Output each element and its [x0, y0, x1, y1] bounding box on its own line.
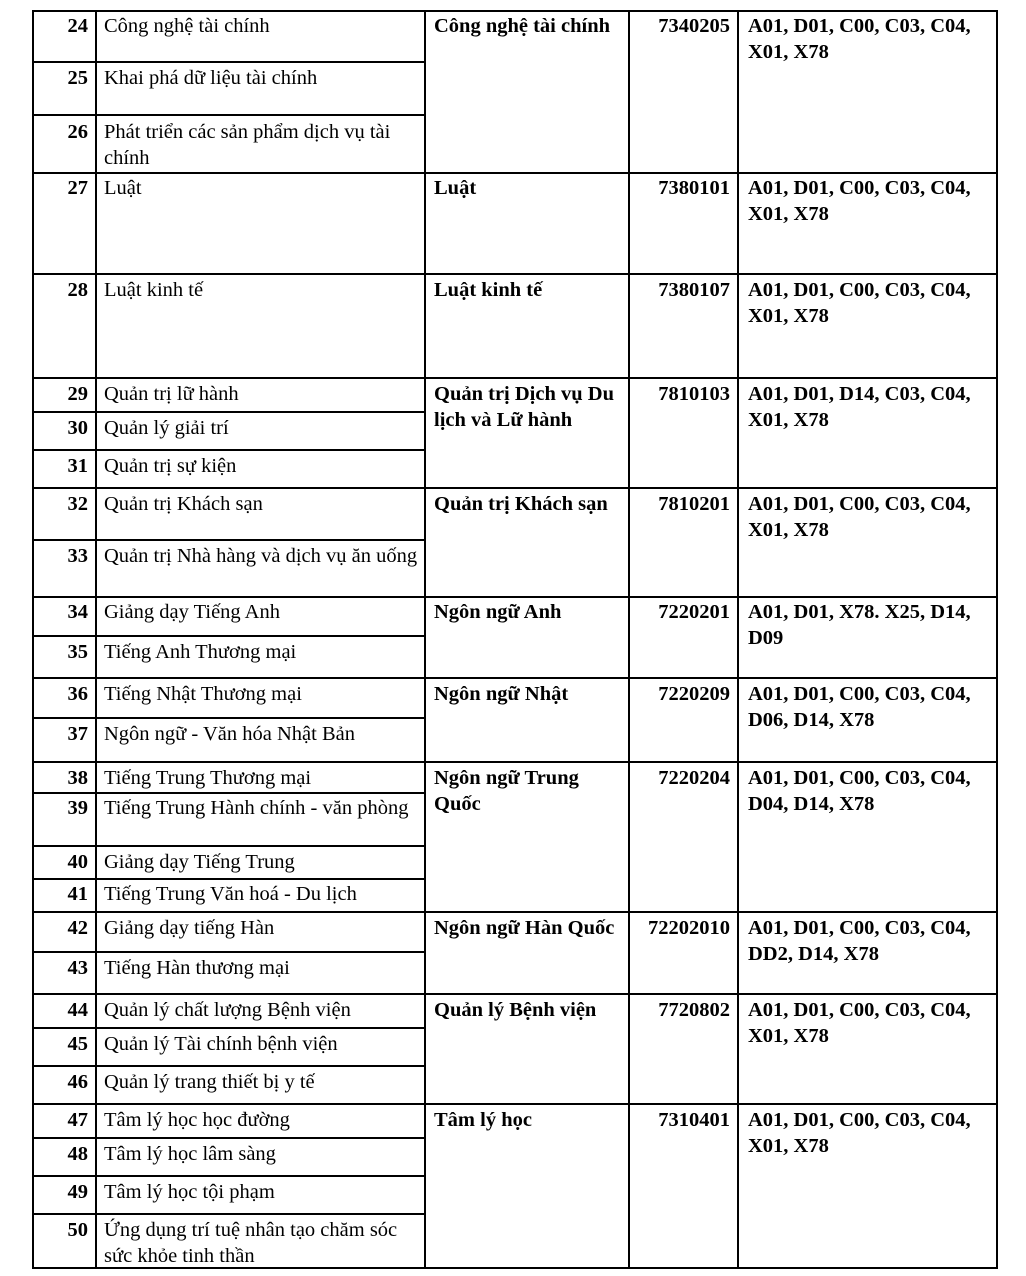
program-name: Giảng dạy Tiếng Anh: [104, 601, 280, 623]
major-code: 7220201: [658, 601, 730, 623]
program-name: Tiếng Anh Thương mại: [104, 641, 297, 663]
major-name: Ngôn ngữ Nhật: [434, 683, 569, 705]
row-divider: [32, 411, 426, 413]
row-divider: [32, 1065, 426, 1067]
subject-combinations: A01, D01, C00, C03, C04, D06, D14, X78: [748, 683, 971, 731]
row-number: 38: [67, 767, 88, 789]
major-code: 7220209: [658, 683, 730, 705]
major-name: Quản lý Bệnh viện: [434, 999, 597, 1021]
major-code: 7340205: [658, 15, 730, 37]
program-name: Khai phá dữ liệu tài chính: [104, 67, 318, 89]
row-divider: [32, 951, 426, 953]
program-name: Giảng dạy tiếng Hàn: [104, 917, 275, 939]
row-divider: [32, 172, 998, 174]
row-divider: [32, 1213, 426, 1215]
program-name: Tiếng Hàn thương mại: [104, 957, 290, 979]
subject-combinations: A01, D01, C00, C03, C04, DD2, D14, X78: [748, 917, 971, 965]
program-name: Ứng dụng trí tuệ nhân tạo chăm sóc sức khỏe tinh thần: [104, 1219, 398, 1267]
program-name: Quản lý trang thiết bị y tế: [104, 1071, 315, 1093]
subject-combinations: A01, D01, C00, C03, C04, X01, X78: [748, 493, 971, 541]
major-code: 7810103: [658, 383, 730, 405]
row-divider: [32, 845, 426, 847]
program-name: Ngôn ngữ - Văn hóa Nhật Bản: [104, 723, 355, 745]
row-number: 36: [67, 683, 88, 705]
major-code: 7220204: [658, 767, 730, 789]
major-code: 7720802: [658, 999, 730, 1021]
major-name: Ngôn ngữ Anh: [434, 601, 562, 623]
program-name: Quản lý giải trí: [104, 417, 229, 439]
row-number: 40: [67, 851, 88, 873]
program-name: Tiếng Trung Hành chính - văn phòng: [104, 797, 409, 819]
program-name: Quản lý chất lượng Bệnh viện: [104, 999, 351, 1021]
major-name: Luật kinh tế: [434, 279, 543, 301]
row-divider: [32, 1137, 426, 1139]
row-divider: [32, 677, 998, 679]
major-name: Công nghệ tài chính: [434, 15, 611, 37]
major-code: 7310401: [658, 1109, 730, 1131]
row-divider: [32, 273, 998, 275]
row-divider: [32, 717, 426, 719]
major-code: 7810201: [658, 493, 730, 515]
row-number: 31: [67, 455, 88, 477]
row-divider: [32, 635, 426, 637]
row-divider: [32, 487, 998, 489]
program-name: Tiếng Trung Thương mại: [104, 767, 312, 789]
row-divider: [32, 539, 426, 541]
program-name: Công nghệ tài chính: [104, 15, 270, 37]
row-divider: [32, 61, 426, 63]
program-name: Tâm lý học tội phạm: [104, 1181, 275, 1203]
row-divider: [32, 792, 426, 794]
row-divider: [32, 878, 426, 880]
row-number: 43: [67, 957, 88, 979]
row-number: 30: [67, 417, 88, 439]
row-divider: [32, 761, 998, 763]
row-number: 42: [67, 917, 88, 939]
major-name: Ngôn ngữ Trung Quốc: [434, 767, 579, 815]
row-number: 33: [67, 545, 88, 567]
program-name: Quản trị Khách sạn: [104, 493, 263, 515]
row-divider: [32, 1103, 998, 1105]
row-number: 34: [67, 601, 88, 623]
major-code: 7380101: [658, 177, 730, 199]
row-number: 44: [67, 999, 88, 1021]
row-number: 32: [67, 493, 88, 515]
subject-combinations: A01, D01, C00, C03, C04, X01, X78: [748, 999, 971, 1047]
row-number: 50: [67, 1219, 88, 1241]
row-number: 46: [67, 1071, 88, 1093]
program-name: Quản lý Tài chính bệnh viện: [104, 1033, 338, 1055]
row-number: 49: [67, 1181, 88, 1203]
column-divider: [737, 10, 739, 1269]
major-name: Ngôn ngữ Hàn Quốc: [434, 917, 615, 939]
major-name: Tâm lý học: [434, 1109, 532, 1131]
column-divider: [95, 10, 97, 1269]
row-divider: [32, 377, 998, 379]
program-name: Luật: [104, 177, 142, 199]
subject-combinations: A01, D01, C00, C03, C04, X01, X78: [748, 177, 971, 225]
row-divider: [32, 1175, 426, 1177]
subject-combinations: A01, D01, X78. X25, D14, D09: [748, 601, 971, 649]
row-divider: [32, 993, 998, 995]
program-name: Quản trị lữ hành: [104, 383, 239, 405]
row-divider: [32, 1027, 426, 1029]
row-divider: [32, 449, 426, 451]
program-name: Tiếng Nhật Thương mại: [104, 683, 302, 705]
row-divider: [32, 911, 998, 913]
row-number: 39: [67, 797, 88, 819]
subject-combinations: A01, D01, C00, C03, C04, X01, X78: [748, 279, 971, 327]
row-number: 37: [67, 723, 88, 745]
row-divider: [32, 10, 998, 12]
program-name: Tiếng Trung Văn hoá - Du lịch: [104, 883, 357, 905]
program-name: Luật kinh tế: [104, 279, 204, 301]
program-name: Tâm lý học học đường: [104, 1109, 290, 1131]
row-divider: [32, 114, 426, 116]
major-name: Luật: [434, 177, 477, 199]
row-divider: [32, 596, 998, 598]
major-name: Quản trị Khách sạn: [434, 493, 608, 515]
row-number: 25: [67, 67, 88, 89]
row-number: 45: [67, 1033, 88, 1055]
subject-combinations: A01, D01, D14, C03, C04, X01, X78: [748, 383, 971, 431]
row-number: 26: [67, 121, 88, 143]
row-number: 28: [67, 279, 88, 301]
column-divider: [424, 10, 426, 1269]
subject-combinations: A01, D01, C00, C03, C04, X01, X78: [748, 1109, 971, 1157]
row-number: 48: [67, 1143, 88, 1165]
subject-combinations: A01, D01, C00, C03, C04, X01, X78: [748, 15, 971, 63]
subject-combinations: A01, D01, C00, C03, C04, D04, D14, X78: [748, 767, 971, 815]
table-border-right: [996, 10, 998, 1269]
row-number: 47: [67, 1109, 88, 1131]
row-number: 27: [67, 177, 88, 199]
row-number: 29: [67, 383, 88, 405]
row-number: 41: [67, 883, 88, 905]
program-name: Quản trị Nhà hàng và dịch vụ ăn uống: [104, 545, 418, 567]
major-name: Quản trị Dịch vụ Du lịch và Lữ hành: [434, 383, 614, 431]
program-name: Quản trị sự kiện: [104, 455, 237, 477]
row-number: 24: [67, 15, 88, 37]
major-code: 72202010: [648, 917, 730, 939]
program-name: Giảng dạy Tiếng Trung: [104, 851, 295, 873]
major-code: 7380107: [658, 279, 730, 301]
program-name: Tâm lý học lâm sàng: [104, 1143, 276, 1165]
program-name: Phát triển các sản phẩm dịch vụ tài chính: [104, 121, 391, 169]
row-number: 35: [67, 641, 88, 663]
